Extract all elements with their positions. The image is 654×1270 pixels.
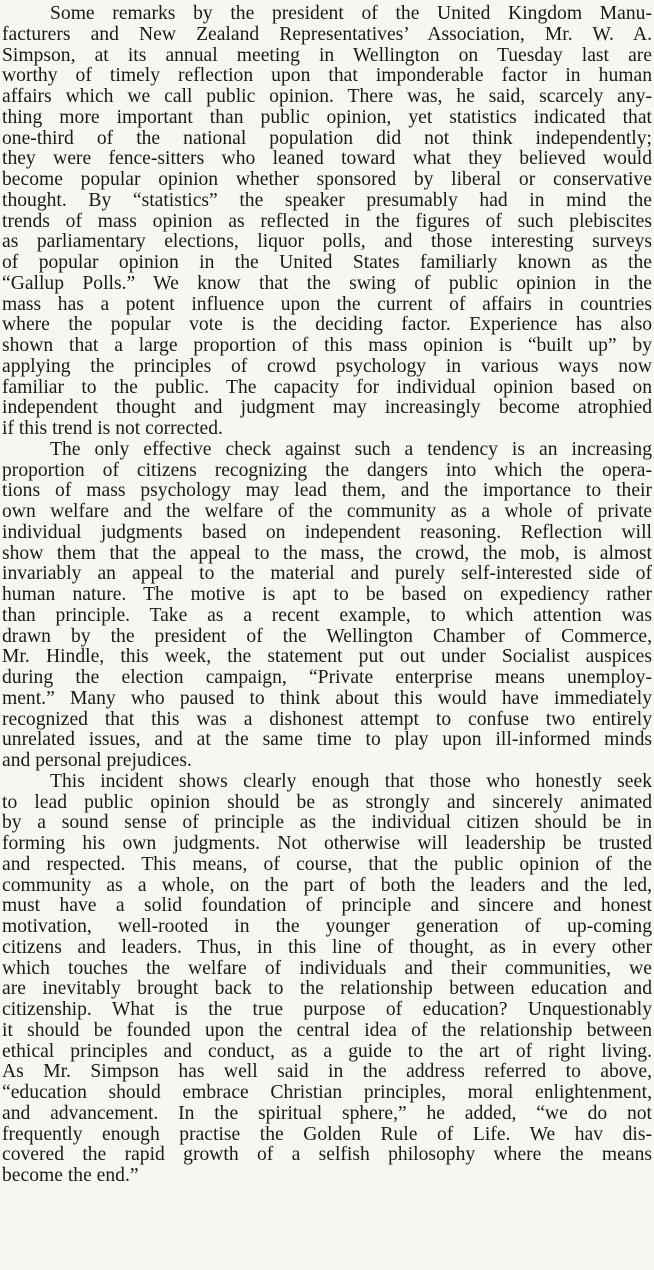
text-line: worthy of timely reflection upon that imponderable factor in human — [2, 65, 652, 87]
text-line: as parliamentary elections, liquor polls, and those interesting surveys — [2, 231, 652, 253]
text-line: one-third of the national population did not think independently; — [2, 127, 652, 149]
text-line: proportion of citizens recognizing the dangers into which the opera- — [2, 459, 652, 481]
text-line: it should be founded upon the central idea of the relationship between — [2, 1019, 652, 1041]
text-line: tions of mass psychology may lead them, and the importance to their — [2, 480, 652, 502]
text-line: shown that a large proportion of this mass opinion is “built up” by — [2, 335, 652, 356]
article-paragraph — [2, 772, 652, 1187]
text-line: “Gallup Polls.” We know that the swing of public opinion in the — [2, 272, 652, 294]
editorial-article — [2, 4, 652, 1187]
text-line: facturers and New Zealand Representatives’ Association, Mr. W. A. — [2, 23, 652, 45]
article-paragraph — [2, 4, 652, 440]
text-line: citizens and leaders. Thus, in this line of thought, as in every other — [2, 936, 652, 958]
text-line: and personal prejudices. — [2, 750, 192, 771]
text-line: familiar to the public. The capacity for individual opinion based on — [2, 376, 652, 398]
text-line: individual judgments based on independent reasoning. Reflection will — [2, 521, 652, 543]
text-line: become the end.” — [2, 1165, 139, 1186]
text-line: community as a whole, on the part of both the leaders and the led, — [2, 874, 652, 896]
text-line: thought. By “statistics” the speaker presumably had in mind the — [2, 189, 652, 211]
text-line: are inevitably brought back to the relationship between education and — [2, 978, 652, 1000]
text-line: applying the principles of crowd psychology in various ways now — [2, 355, 652, 377]
text-line: which touches the welfare of individuals and their communities, we — [2, 957, 652, 979]
text-line: mass has a potent influence upon the current of affairs in countries — [2, 293, 652, 315]
text-line: ment.” Many who paused to think about this would have immediately — [2, 687, 652, 709]
text-line: Simpson, at its annual meeting in Wellington on Tuesday last are — [2, 44, 652, 66]
text-line: ethical principles and conduct, as a guide to the art of right living. — [2, 1040, 652, 1062]
text-line: trends of mass opinion as reflected in the figures of such plebiscites — [2, 210, 652, 232]
text-line: become popular opinion whether sponsored by liberal or conservative — [2, 169, 652, 190]
text-line: where the popular vote is the deciding factor. Experience has also — [2, 314, 652, 336]
text-line: thing more important than public opinion, yet statistics indicated that — [2, 106, 652, 128]
text-line: independent thought and judgment may increasingly become atrophied — [2, 397, 652, 419]
text-line: affairs which we call public opinion. There was, he said, scarcely any- — [2, 86, 652, 107]
text-line: As Mr. Simpson has well said in the address referred to above, — [2, 1061, 652, 1083]
text-line: own welfare and the welfare of the community as a whole of private — [2, 501, 652, 522]
text-line: they were fence-sitters who leaned toward what they believed would — [2, 148, 652, 170]
text-line: show them that the appeal to the mass, the crowd, the mob, is almost — [2, 542, 652, 564]
text-line: and respected. This means, of course, that the public opinion of the — [2, 853, 652, 875]
text-line: if this trend is not corrected. — [2, 418, 223, 439]
text-line: of popular opinion in the United States familiarly known as the — [2, 252, 652, 273]
text-line: recognized that this was a dishonest attempt to confuse two entirely — [2, 708, 652, 730]
text-line: and advancement. In the spiritual sphere,” he added, “we do not — [2, 1102, 652, 1124]
text-line: invariably an appeal to the material and purely self-interested side of — [2, 563, 652, 585]
text-line: This incident shows clearly enough that those who honestly seek — [50, 770, 652, 792]
text-line: to lead public opinion should be as strongly and sincerely animated — [2, 791, 652, 813]
text-line: during the election campaign, “Private enterprise means unemploy- — [2, 667, 652, 688]
article-paragraph — [2, 440, 652, 772]
text-line: than principle. Take as a recent example, to which attention was — [2, 604, 652, 626]
text-line: frequently enough practise the Golden Rule of Life. We hav dis- — [2, 1123, 652, 1145]
text-line: The only effective check against such a tendency is an increasing — [50, 438, 652, 460]
text-line: citizenship. What is the true purpose of education? Unquestionably — [2, 999, 652, 1020]
text-line: motivation, well-rooted in the younger generation of up-coming — [2, 916, 652, 937]
text-line: Mr. Hindle, this week, the statement put out under Socialist auspices — [2, 646, 652, 668]
text-line: by a sound sense of principle as the individual citizen should be in — [2, 812, 652, 834]
text-line: forming his own judgments. Not otherwise will leadership be trusted — [2, 833, 652, 854]
text-line: must have a solid foundation of principle and sincere and honest — [2, 895, 652, 917]
text-line: human nature. The motive is apt to be based on expediency rather — [2, 584, 652, 605]
text-line: covered the rapid growth of a selfish philosophy where the means — [2, 1144, 652, 1166]
text-line: unrelated issues, and at the same time to play upon ill-informed minds — [2, 729, 652, 751]
text-line: Some remarks by the president of the United Kingdom Manu- — [50, 3, 652, 24]
text-line: “education should embrace Christian principles, moral enlightenment, — [2, 1082, 652, 1103]
text-line: drawn by the president of the Wellington Chamber of Commerce, — [2, 625, 652, 647]
